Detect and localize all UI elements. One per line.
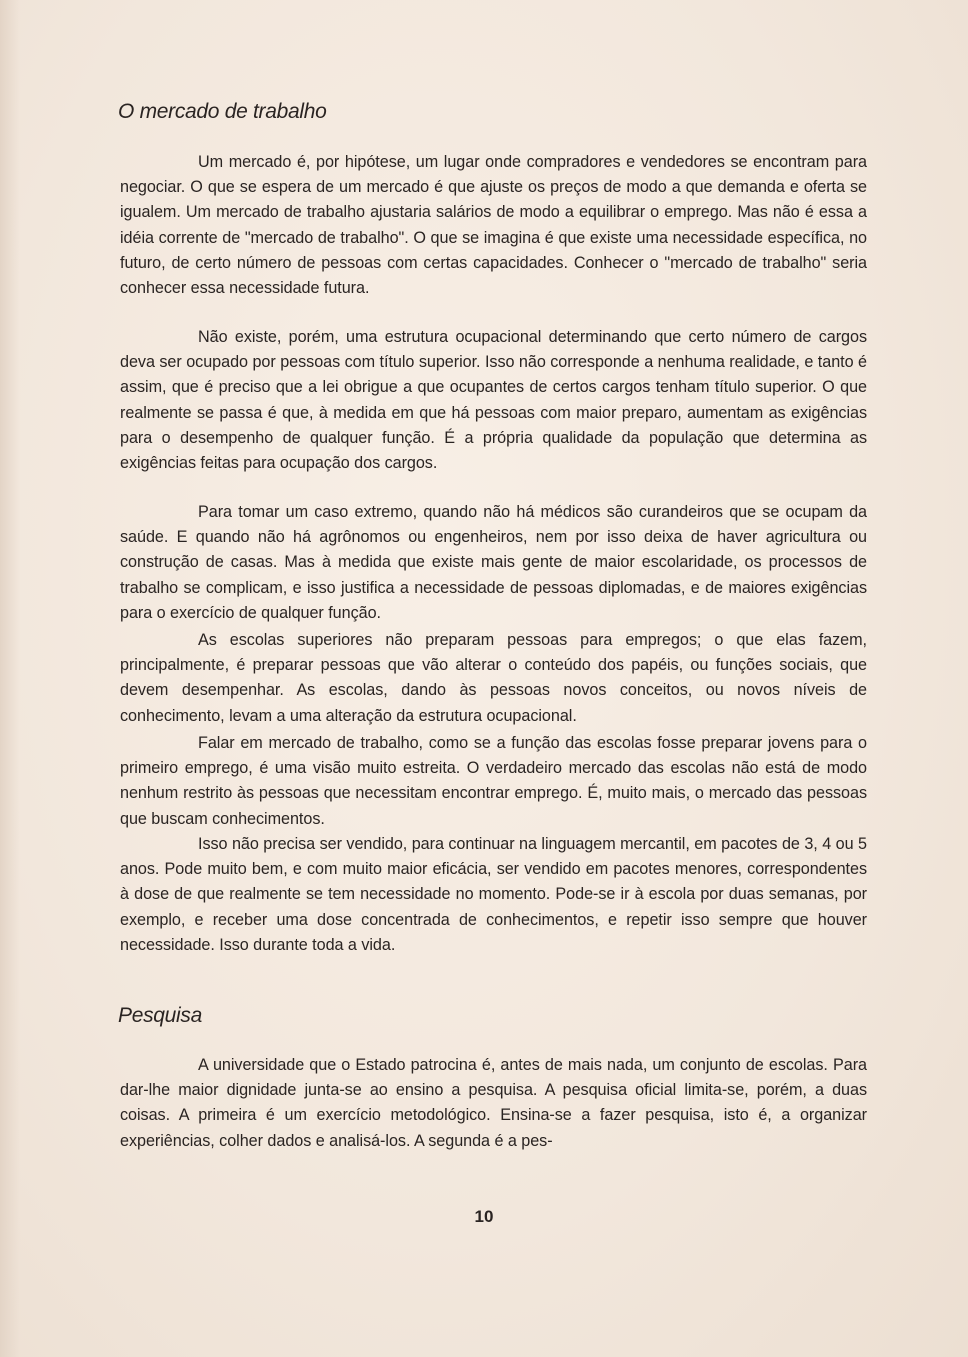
paragraph: Não existe, porém, uma estrutura ocupacional determinando que certo número de cargos deva ser ocupado por pessoas com título superior. Isso não corresponde a nenhuma realidade, e tanto é assim, que é preciso que a lei obrigue a que ocupantes de certos cargos tenham título superior. O que realmente se passa é que, à medida em que há pessoas com maior preparo, aumentam as exigências para o desempenho de qualquer função. É a própria qualidade da população que determina as exigências feitas para ocupação dos cargos. — [120, 328, 867, 473]
page-number: 10 — [474, 1207, 494, 1226]
paragraph: As escolas superiores não preparam pessoas para empregos; o que elas fazem, principalmente, é preparar pessoas que vão alterar o conteúdo dos papéis, ou funções sociais, que devem desempenhar. As escolas, dando às pessoas novos conceitos, ou novos níveis de conhecimento, levam a uma alteração da estrutura ocupacional. — [120, 631, 867, 725]
paragraph: A universidade que o Estado patrocina é, antes de mais nada, um conjunto de escolas. Para dar-lhe maior dignidade junta-se ao ensino a pesquisa. A pesquisa oficial limita-se, porém, a duas coisas. A primeira é um exercício metodológico. Ensina-se a fazer pesquisa, isto é, a organizar experiências, colher dados e analisá-los. A segunda é a pes- — [120, 1056, 867, 1150]
paragraph: Isso não precisa ser vendido, para continuar na linguagem mercantil, em pacotes de 3, 4 ou 5 anos. Pode muito bem, e com muito maior eficácia, ser vendido em pacotes menores, correspondentes à dose de que realmente se tem necessidade no momento. Pode-se ir à escola por duas semanas, por exemplo, e receber uma dose concentrada de conhecimentos, e repetir isso sempre que houver necessidade. Isso durante toda a vida. — [120, 835, 867, 954]
paragraph: Falar em mercado de trabalho, como se a função das escolas fosse preparar jovens para o primeiro emprego, é uma visão muito estreita. O verdadeiro mercado das escolas não está de modo nenhum restrito às pessoas que necessitam encontrar emprego. É, muito mais, o mercado das pessoas que buscam conhecimentos. — [120, 734, 867, 828]
paragraph: Para tomar um caso extremo, quando não há médicos são curandeiros que se ocupam da saúde. E quando não há agrônomos ou engenheiros, nem por isso deixa de haver agricultura ou construção de casas. Mas à medida que existe mais gente de maior escolaridade, os processos de trabalho se complicam, e isso justifica a necessidade de pessoas diplomadas, e de maiores exigências para o exercício de qualquer função. — [120, 503, 867, 622]
page-edge-shadow — [0, 0, 20, 1357]
section-title-pesquisa: Pesquisa — [118, 1004, 202, 1027]
paragraph: Um mercado é, por hipótese, um lugar onde compradores e vendedores se encontram para negociar. O que se espera de um mercado é que ajuste os preços de modo a que demanda e oferta se igualem. Um mercado de trabalho ajustaria salários de modo a equilibrar o emprego. Mas não é essa a idéia corrente de "mercado de trabalho". O que se imagina é que existe uma necessidade específica, no futuro, de certo número de pessoas com certas capacidades. Conhecer o "mercado de trabalho" seria conhecer essa necessidade futura. — [120, 153, 867, 298]
section-title-mercado-de-trabalho: O mercado de trabalho — [118, 100, 327, 123]
